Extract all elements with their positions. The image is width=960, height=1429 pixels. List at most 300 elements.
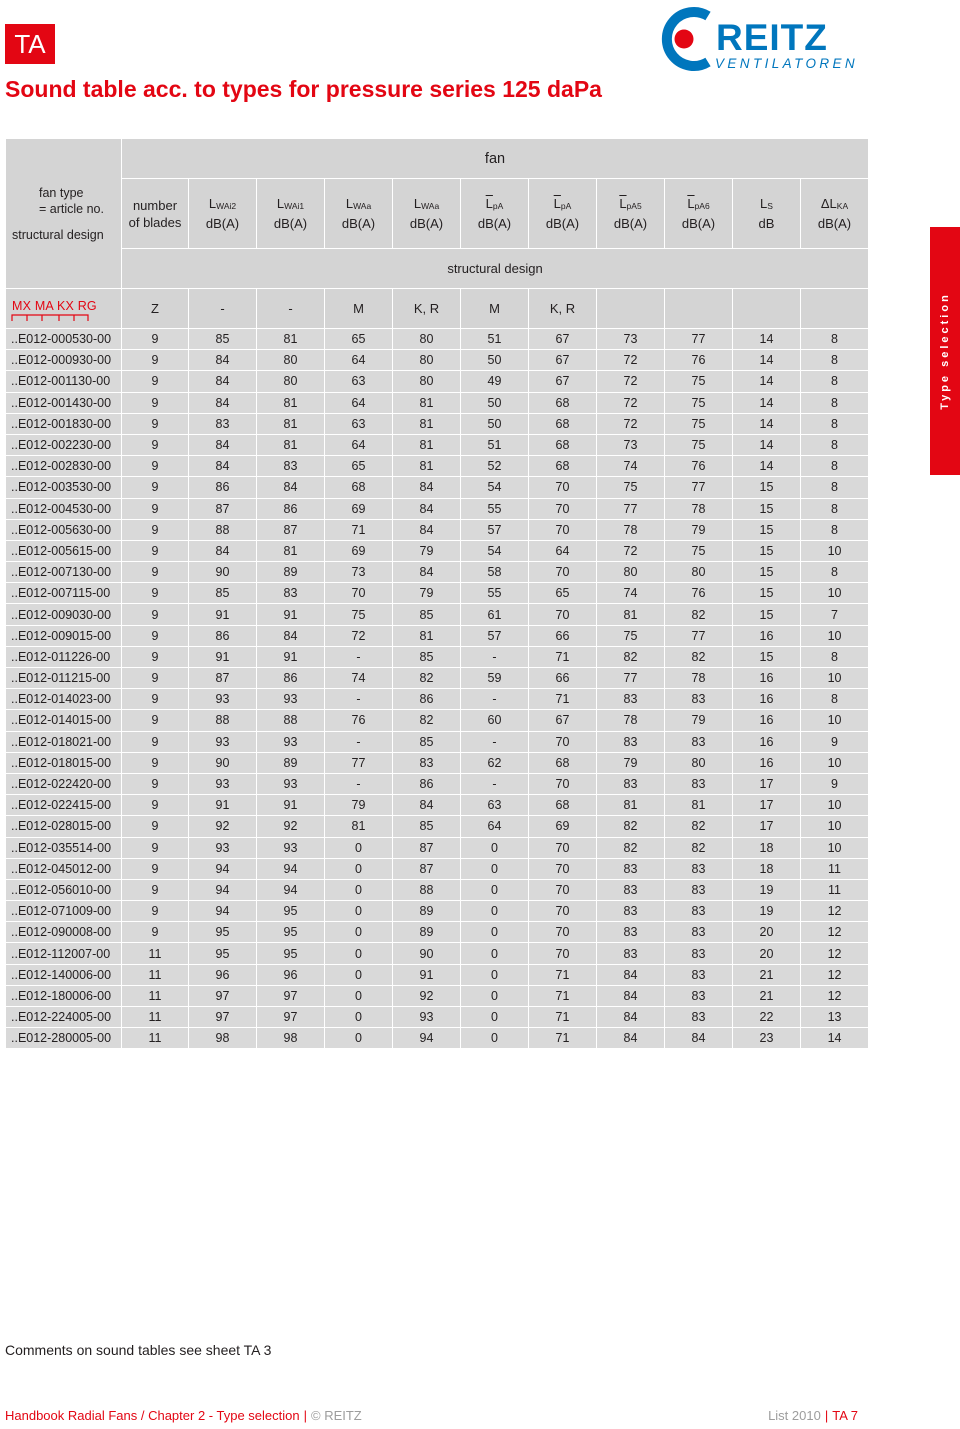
value-cell: 83: [665, 901, 733, 922]
value-cell: 62: [461, 752, 529, 773]
table-row: [6, 604, 869, 625]
value-cell: 64: [461, 816, 529, 837]
design-code-3: M: [325, 289, 393, 329]
value-cell: 14: [733, 434, 801, 455]
value-cell: 8: [801, 329, 869, 350]
table-row: [6, 985, 869, 1006]
value-cell: 49: [461, 371, 529, 392]
value-cell: 89: [393, 901, 461, 922]
value-cell: 65: [529, 583, 597, 604]
value-cell: 0: [461, 1028, 529, 1049]
value-cell: 91: [257, 604, 325, 625]
value-cell: 83: [597, 922, 665, 943]
value-cell: 68: [529, 413, 597, 434]
value-cell: 16: [733, 668, 801, 689]
value-cell: 71: [529, 1007, 597, 1028]
value-cell: 83: [665, 922, 733, 943]
value-cell: 83: [597, 689, 665, 710]
column-subscript: pA5: [626, 201, 642, 211]
value-cell: 10: [801, 795, 869, 816]
table-row: [6, 498, 869, 519]
side-tab-label: Type selection: [939, 292, 951, 410]
design-code-7: [597, 289, 665, 329]
article-number-cell: ..E012-001130-00: [6, 371, 122, 392]
value-cell: 92: [257, 816, 325, 837]
value-cell: 83: [665, 773, 733, 794]
value-cell: 69: [325, 498, 393, 519]
value-cell: 23: [733, 1028, 801, 1049]
value-cell: 93: [257, 773, 325, 794]
section-badge: TA: [5, 24, 55, 64]
article-number-cell: ..E012-011226-00: [6, 646, 122, 667]
value-cell: 0: [325, 1028, 393, 1049]
value-cell: 81: [393, 434, 461, 455]
value-cell: 82: [597, 816, 665, 837]
value-cell: 9: [122, 350, 189, 371]
value-cell: 91: [257, 646, 325, 667]
side-tab-type-selection[interactable]: [930, 227, 960, 475]
value-cell: 70: [529, 477, 597, 498]
value-cell: 60: [461, 710, 529, 731]
value-cell: 96: [257, 964, 325, 985]
value-cell: 9: [122, 879, 189, 900]
article-number-cell: ..E012-009030-00: [6, 604, 122, 625]
value-cell: 93: [393, 1007, 461, 1028]
value-cell: 93: [189, 773, 257, 794]
table-row: [6, 668, 869, 689]
table-row: [6, 329, 869, 350]
column-header-1: [257, 179, 325, 249]
logo-wordmark: REITZ: [716, 17, 828, 58]
article-number-cell: ..E012-001830-00: [6, 413, 122, 434]
value-cell: 14: [733, 413, 801, 434]
value-cell: 9: [122, 837, 189, 858]
value-cell: 55: [461, 498, 529, 519]
value-cell: 67: [529, 710, 597, 731]
value-cell: 61: [461, 604, 529, 625]
value-cell: 9: [122, 901, 189, 922]
value-cell: 81: [597, 795, 665, 816]
value-cell: 16: [733, 625, 801, 646]
value-cell: 15: [733, 540, 801, 561]
value-cell: 73: [597, 434, 665, 455]
value-cell: 84: [189, 392, 257, 413]
value-cell: 15: [733, 498, 801, 519]
value-cell: 83: [665, 964, 733, 985]
value-cell: 75: [665, 540, 733, 561]
value-cell: 74: [597, 583, 665, 604]
value-cell: 72: [597, 350, 665, 371]
value-cell: 94: [189, 879, 257, 900]
value-cell: 80: [665, 562, 733, 583]
value-cell: 85: [189, 583, 257, 604]
blades-line2: of blades: [128, 214, 182, 230]
value-cell: 70: [529, 604, 597, 625]
value-cell: 93: [257, 689, 325, 710]
value-cell: 75: [665, 371, 733, 392]
value-cell: 82: [393, 710, 461, 731]
value-cell: 79: [393, 583, 461, 604]
value-cell: 81: [597, 604, 665, 625]
value-cell: 80: [665, 752, 733, 773]
value-cell: 75: [325, 604, 393, 625]
value-cell: 97: [257, 1007, 325, 1028]
column-subscript: WAa: [353, 201, 372, 211]
value-cell: 8: [801, 456, 869, 477]
table-row: [6, 773, 869, 794]
value-cell: 83: [189, 413, 257, 434]
value-cell: 19: [733, 901, 801, 922]
column-symbol: $\overline{L}$: [485, 196, 493, 211]
value-cell: 59: [461, 668, 529, 689]
value-cell: 11: [122, 943, 189, 964]
value-cell: 64: [529, 540, 597, 561]
value-cell: 70: [529, 562, 597, 583]
value-cell: 84: [393, 477, 461, 498]
table-row: [6, 519, 869, 540]
value-cell: 89: [393, 922, 461, 943]
column-header-5: [529, 179, 597, 249]
value-cell: 63: [325, 413, 393, 434]
value-cell: 84: [257, 477, 325, 498]
value-cell: 83: [597, 943, 665, 964]
value-cell: 85: [393, 646, 461, 667]
value-cell: 12: [801, 964, 869, 985]
article-number-cell: ..E012-000530-00: [6, 329, 122, 350]
value-cell: 91: [189, 795, 257, 816]
value-cell: 81: [393, 625, 461, 646]
value-cell: 11: [122, 1028, 189, 1049]
value-cell: 14: [733, 329, 801, 350]
value-cell: 9: [122, 731, 189, 752]
article-number-cell: ..E012-004530-00: [6, 498, 122, 519]
structural-design-label: structural design: [12, 227, 104, 242]
value-cell: 0: [461, 943, 529, 964]
value-cell: 16: [733, 731, 801, 752]
value-cell: 17: [733, 773, 801, 794]
value-cell: 84: [189, 540, 257, 561]
value-cell: 97: [189, 1007, 257, 1028]
value-cell: 87: [189, 498, 257, 519]
design-code-4: K, R: [393, 289, 461, 329]
value-cell: 79: [665, 710, 733, 731]
value-cell: 87: [393, 837, 461, 858]
value-cell: 98: [189, 1028, 257, 1049]
value-cell: 0: [325, 922, 393, 943]
value-cell: 66: [529, 668, 597, 689]
table-row: [6, 477, 869, 498]
value-cell: 83: [257, 583, 325, 604]
value-cell: 17: [733, 795, 801, 816]
value-cell: 9: [122, 519, 189, 540]
blades-header: [122, 179, 189, 249]
value-cell: 95: [189, 922, 257, 943]
value-cell: 87: [189, 668, 257, 689]
value-cell: 86: [257, 498, 325, 519]
value-cell: 94: [257, 858, 325, 879]
value-cell: 52: [461, 456, 529, 477]
value-cell: 79: [597, 752, 665, 773]
value-cell: 68: [529, 795, 597, 816]
value-cell: 82: [665, 816, 733, 837]
value-cell: 16: [733, 710, 801, 731]
table-row: [6, 752, 869, 773]
value-cell: 12: [801, 922, 869, 943]
column-unit: dB(A): [341, 216, 376, 231]
value-cell: 8: [801, 562, 869, 583]
value-cell: 85: [393, 604, 461, 625]
value-cell: 91: [257, 795, 325, 816]
value-cell: 51: [461, 434, 529, 455]
value-cell: 8: [801, 350, 869, 371]
table-row: [6, 964, 869, 985]
series-bracket-icon: [6, 289, 122, 329]
value-cell: 94: [189, 858, 257, 879]
value-cell: 96: [189, 964, 257, 985]
value-cell: 68: [325, 477, 393, 498]
value-cell: 67: [529, 350, 597, 371]
column-subscript: pA: [492, 201, 504, 211]
column-symbol: $\overline{L}$: [553, 196, 561, 211]
column-unit: dB(A): [205, 216, 240, 231]
footer-right: List 2010 | TA 7: [768, 1408, 858, 1423]
value-cell: 65: [325, 329, 393, 350]
value-cell: 9: [122, 922, 189, 943]
value-cell: 84: [189, 456, 257, 477]
value-cell: 82: [393, 668, 461, 689]
value-cell: 9: [122, 562, 189, 583]
value-cell: 74: [325, 668, 393, 689]
value-cell: 81: [257, 392, 325, 413]
table-row: [6, 731, 869, 752]
value-cell: 83: [257, 456, 325, 477]
value-cell: 15: [733, 562, 801, 583]
value-cell: 66: [529, 625, 597, 646]
value-cell: 69: [529, 816, 597, 837]
value-cell: 54: [461, 477, 529, 498]
value-cell: 84: [189, 371, 257, 392]
value-cell: 0: [461, 922, 529, 943]
value-cell: 83: [665, 879, 733, 900]
value-cell: 9: [122, 540, 189, 561]
table-row: [6, 583, 869, 604]
value-cell: 11: [801, 879, 869, 900]
table-row: [6, 350, 869, 371]
value-cell: 9: [122, 477, 189, 498]
value-cell: 82: [597, 646, 665, 667]
value-cell: 72: [325, 625, 393, 646]
value-cell: 80: [393, 350, 461, 371]
value-cell: 0: [461, 901, 529, 922]
value-cell: 91: [189, 604, 257, 625]
value-cell: 0: [461, 964, 529, 985]
design-code-9: [733, 289, 801, 329]
value-cell: 9: [122, 498, 189, 519]
value-cell: 69: [325, 540, 393, 561]
value-cell: 77: [665, 625, 733, 646]
article-label: = article no.: [39, 201, 104, 216]
value-cell: 82: [665, 837, 733, 858]
value-cell: 83: [597, 773, 665, 794]
article-number-cell: ..E012-005615-00: [6, 540, 122, 561]
column-subscript: KA: [836, 201, 849, 211]
value-cell: 88: [257, 710, 325, 731]
value-cell: 80: [393, 371, 461, 392]
column-header-8: [733, 179, 801, 249]
value-cell: 78: [665, 668, 733, 689]
value-cell: 95: [257, 943, 325, 964]
value-cell: 86: [189, 625, 257, 646]
value-cell: 93: [257, 731, 325, 752]
value-cell: 76: [325, 710, 393, 731]
column-header-2: [325, 179, 393, 249]
value-cell: 0: [461, 858, 529, 879]
value-cell: 70: [529, 519, 597, 540]
series-labels: MX MA KX RG: [12, 299, 97, 313]
value-cell: 9: [122, 329, 189, 350]
value-cell: 15: [733, 646, 801, 667]
column-unit: dB(A): [613, 216, 648, 231]
column-subscript: WAi1: [284, 201, 305, 211]
fan-type-header: [6, 139, 122, 289]
design-code-6: K, R: [529, 289, 597, 329]
table-row: [6, 456, 869, 477]
value-cell: 10: [801, 583, 869, 604]
value-cell: 85: [189, 329, 257, 350]
table-row: [6, 646, 869, 667]
value-cell: 50: [461, 392, 529, 413]
value-cell: 81: [257, 434, 325, 455]
value-cell: 83: [597, 901, 665, 922]
value-cell: 75: [597, 625, 665, 646]
column-header-4: [461, 179, 529, 249]
value-cell: 80: [393, 329, 461, 350]
value-cell: 58: [461, 562, 529, 583]
value-cell: 21: [733, 964, 801, 985]
header-row-structural: [6, 249, 869, 289]
value-cell: 93: [189, 837, 257, 858]
table-row: [6, 625, 869, 646]
value-cell: 11: [122, 1007, 189, 1028]
value-cell: 77: [665, 477, 733, 498]
value-cell: 71: [529, 985, 597, 1006]
article-number-cell: ..E012-045012-00: [6, 858, 122, 879]
value-cell: 83: [597, 879, 665, 900]
value-cell: 72: [597, 413, 665, 434]
column-subscript: WAa: [421, 201, 440, 211]
value-cell: 55: [461, 583, 529, 604]
value-cell: 86: [393, 689, 461, 710]
value-cell: 94: [393, 1028, 461, 1049]
value-cell: 8: [801, 498, 869, 519]
header-row-group: [6, 139, 869, 179]
value-cell: 94: [257, 879, 325, 900]
value-cell: 8: [801, 371, 869, 392]
design-code-5: M: [461, 289, 529, 329]
value-cell: 86: [393, 773, 461, 794]
value-cell: 70: [529, 922, 597, 943]
value-cell: 95: [189, 943, 257, 964]
table-row: [6, 562, 869, 583]
value-cell: 84: [597, 1007, 665, 1028]
table-row: [6, 837, 869, 858]
comments-note: Comments on sound tables see sheet TA 3: [5, 1342, 272, 1358]
value-cell: 70: [529, 773, 597, 794]
value-cell: 93: [189, 689, 257, 710]
value-cell: 10: [801, 668, 869, 689]
value-cell: 63: [461, 795, 529, 816]
value-cell: 83: [393, 752, 461, 773]
value-cell: 9: [122, 583, 189, 604]
article-number-cell: ..E012-007130-00: [6, 562, 122, 583]
value-cell: 18: [733, 858, 801, 879]
value-cell: 81: [393, 392, 461, 413]
value-cell: -: [461, 646, 529, 667]
value-cell: 9: [122, 816, 189, 837]
value-cell: 95: [257, 901, 325, 922]
value-cell: 8: [801, 413, 869, 434]
design-code-2: -: [257, 289, 325, 329]
article-number-cell: ..E012-018015-00: [6, 752, 122, 773]
value-cell: 87: [257, 519, 325, 540]
article-number-cell: ..E012-022420-00: [6, 773, 122, 794]
value-cell: 51: [461, 329, 529, 350]
value-cell: 8: [801, 689, 869, 710]
value-cell: 92: [393, 985, 461, 1006]
value-cell: 70: [529, 943, 597, 964]
structural-design-header: structural design: [122, 249, 869, 289]
value-cell: 77: [325, 752, 393, 773]
value-cell: 98: [257, 1028, 325, 1049]
article-number-cell: ..E012-028015-00: [6, 816, 122, 837]
value-cell: 16: [733, 752, 801, 773]
value-cell: 84: [189, 434, 257, 455]
value-cell: 85: [393, 731, 461, 752]
value-cell: 68: [529, 392, 597, 413]
value-cell: 70: [529, 879, 597, 900]
column-subscript: WAi2: [216, 201, 237, 211]
article-number-cell: ..E012-035514-00: [6, 837, 122, 858]
value-cell: 22: [733, 1007, 801, 1028]
article-number-cell: ..E012-280005-00: [6, 1028, 122, 1049]
value-cell: 14: [733, 350, 801, 371]
value-cell: 9: [122, 858, 189, 879]
value-cell: 7: [801, 604, 869, 625]
value-cell: 67: [529, 329, 597, 350]
article-number-cell: ..E012-009015-00: [6, 625, 122, 646]
value-cell: 21: [733, 985, 801, 1006]
column-subscript: S: [767, 201, 773, 211]
fan-type-label: fan type: [39, 185, 84, 200]
value-cell: 81: [393, 456, 461, 477]
value-cell: 10: [801, 710, 869, 731]
value-cell: 54: [461, 540, 529, 561]
value-cell: 17: [733, 816, 801, 837]
column-header-9: [801, 179, 869, 249]
value-cell: 70: [529, 901, 597, 922]
column-symbol: L: [760, 196, 768, 211]
value-cell: -: [461, 689, 529, 710]
value-cell: 12: [801, 985, 869, 1006]
series-cell: [6, 289, 122, 329]
article-number-cell: ..E012-003530-00: [6, 477, 122, 498]
value-cell: 9: [122, 456, 189, 477]
value-cell: 77: [597, 498, 665, 519]
article-number-cell: ..E012-005630-00: [6, 519, 122, 540]
value-cell: 90: [189, 562, 257, 583]
column-header-0: [189, 179, 257, 249]
article-number-cell: ..E012-018021-00: [6, 731, 122, 752]
